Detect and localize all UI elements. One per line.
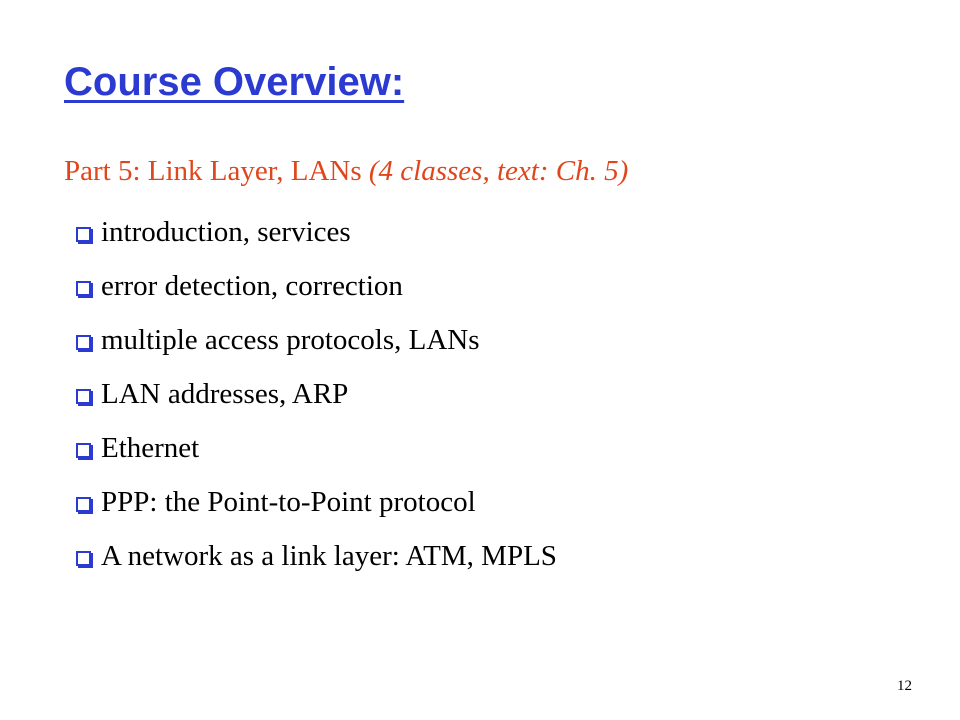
bullet-item [76, 421, 557, 475]
bullet-item [76, 529, 557, 583]
bullet-item [76, 205, 557, 259]
checkbox-icon [76, 389, 91, 404]
bullet-text: LAN addresses, ARP [101, 377, 349, 410]
bullet-text: Ethernet [101, 431, 200, 464]
checkbox-icon [76, 281, 91, 296]
checkbox-icon [76, 227, 91, 242]
bullet-text: A network as a link layer: ATM, MPLS [101, 539, 557, 572]
bullet-text: error detection, correction [101, 269, 403, 302]
page-number: 12 [897, 678, 912, 694]
bullet-list [76, 205, 557, 583]
checkbox-icon [76, 551, 91, 566]
checkbox-icon [76, 335, 91, 350]
bullet-text: multiple access protocols, LANs [101, 323, 480, 356]
bullet-item [76, 259, 557, 313]
checkbox-icon [76, 497, 91, 512]
bullet-item [76, 367, 557, 421]
bullet-text: introduction, services [101, 215, 351, 248]
bullet-item [76, 475, 557, 529]
section-heading-text: Part 5: Link Layer, LANs [64, 155, 369, 187]
section-heading [64, 153, 628, 189]
slide-title: Course Overview: [64, 60, 405, 104]
checkbox-icon [76, 443, 91, 458]
bullet-text: PPP: the Point-to-Point protocol [101, 485, 476, 518]
bullet-item [76, 313, 557, 367]
section-heading-detail: (4 classes, text: Ch. 5) [368, 155, 629, 187]
